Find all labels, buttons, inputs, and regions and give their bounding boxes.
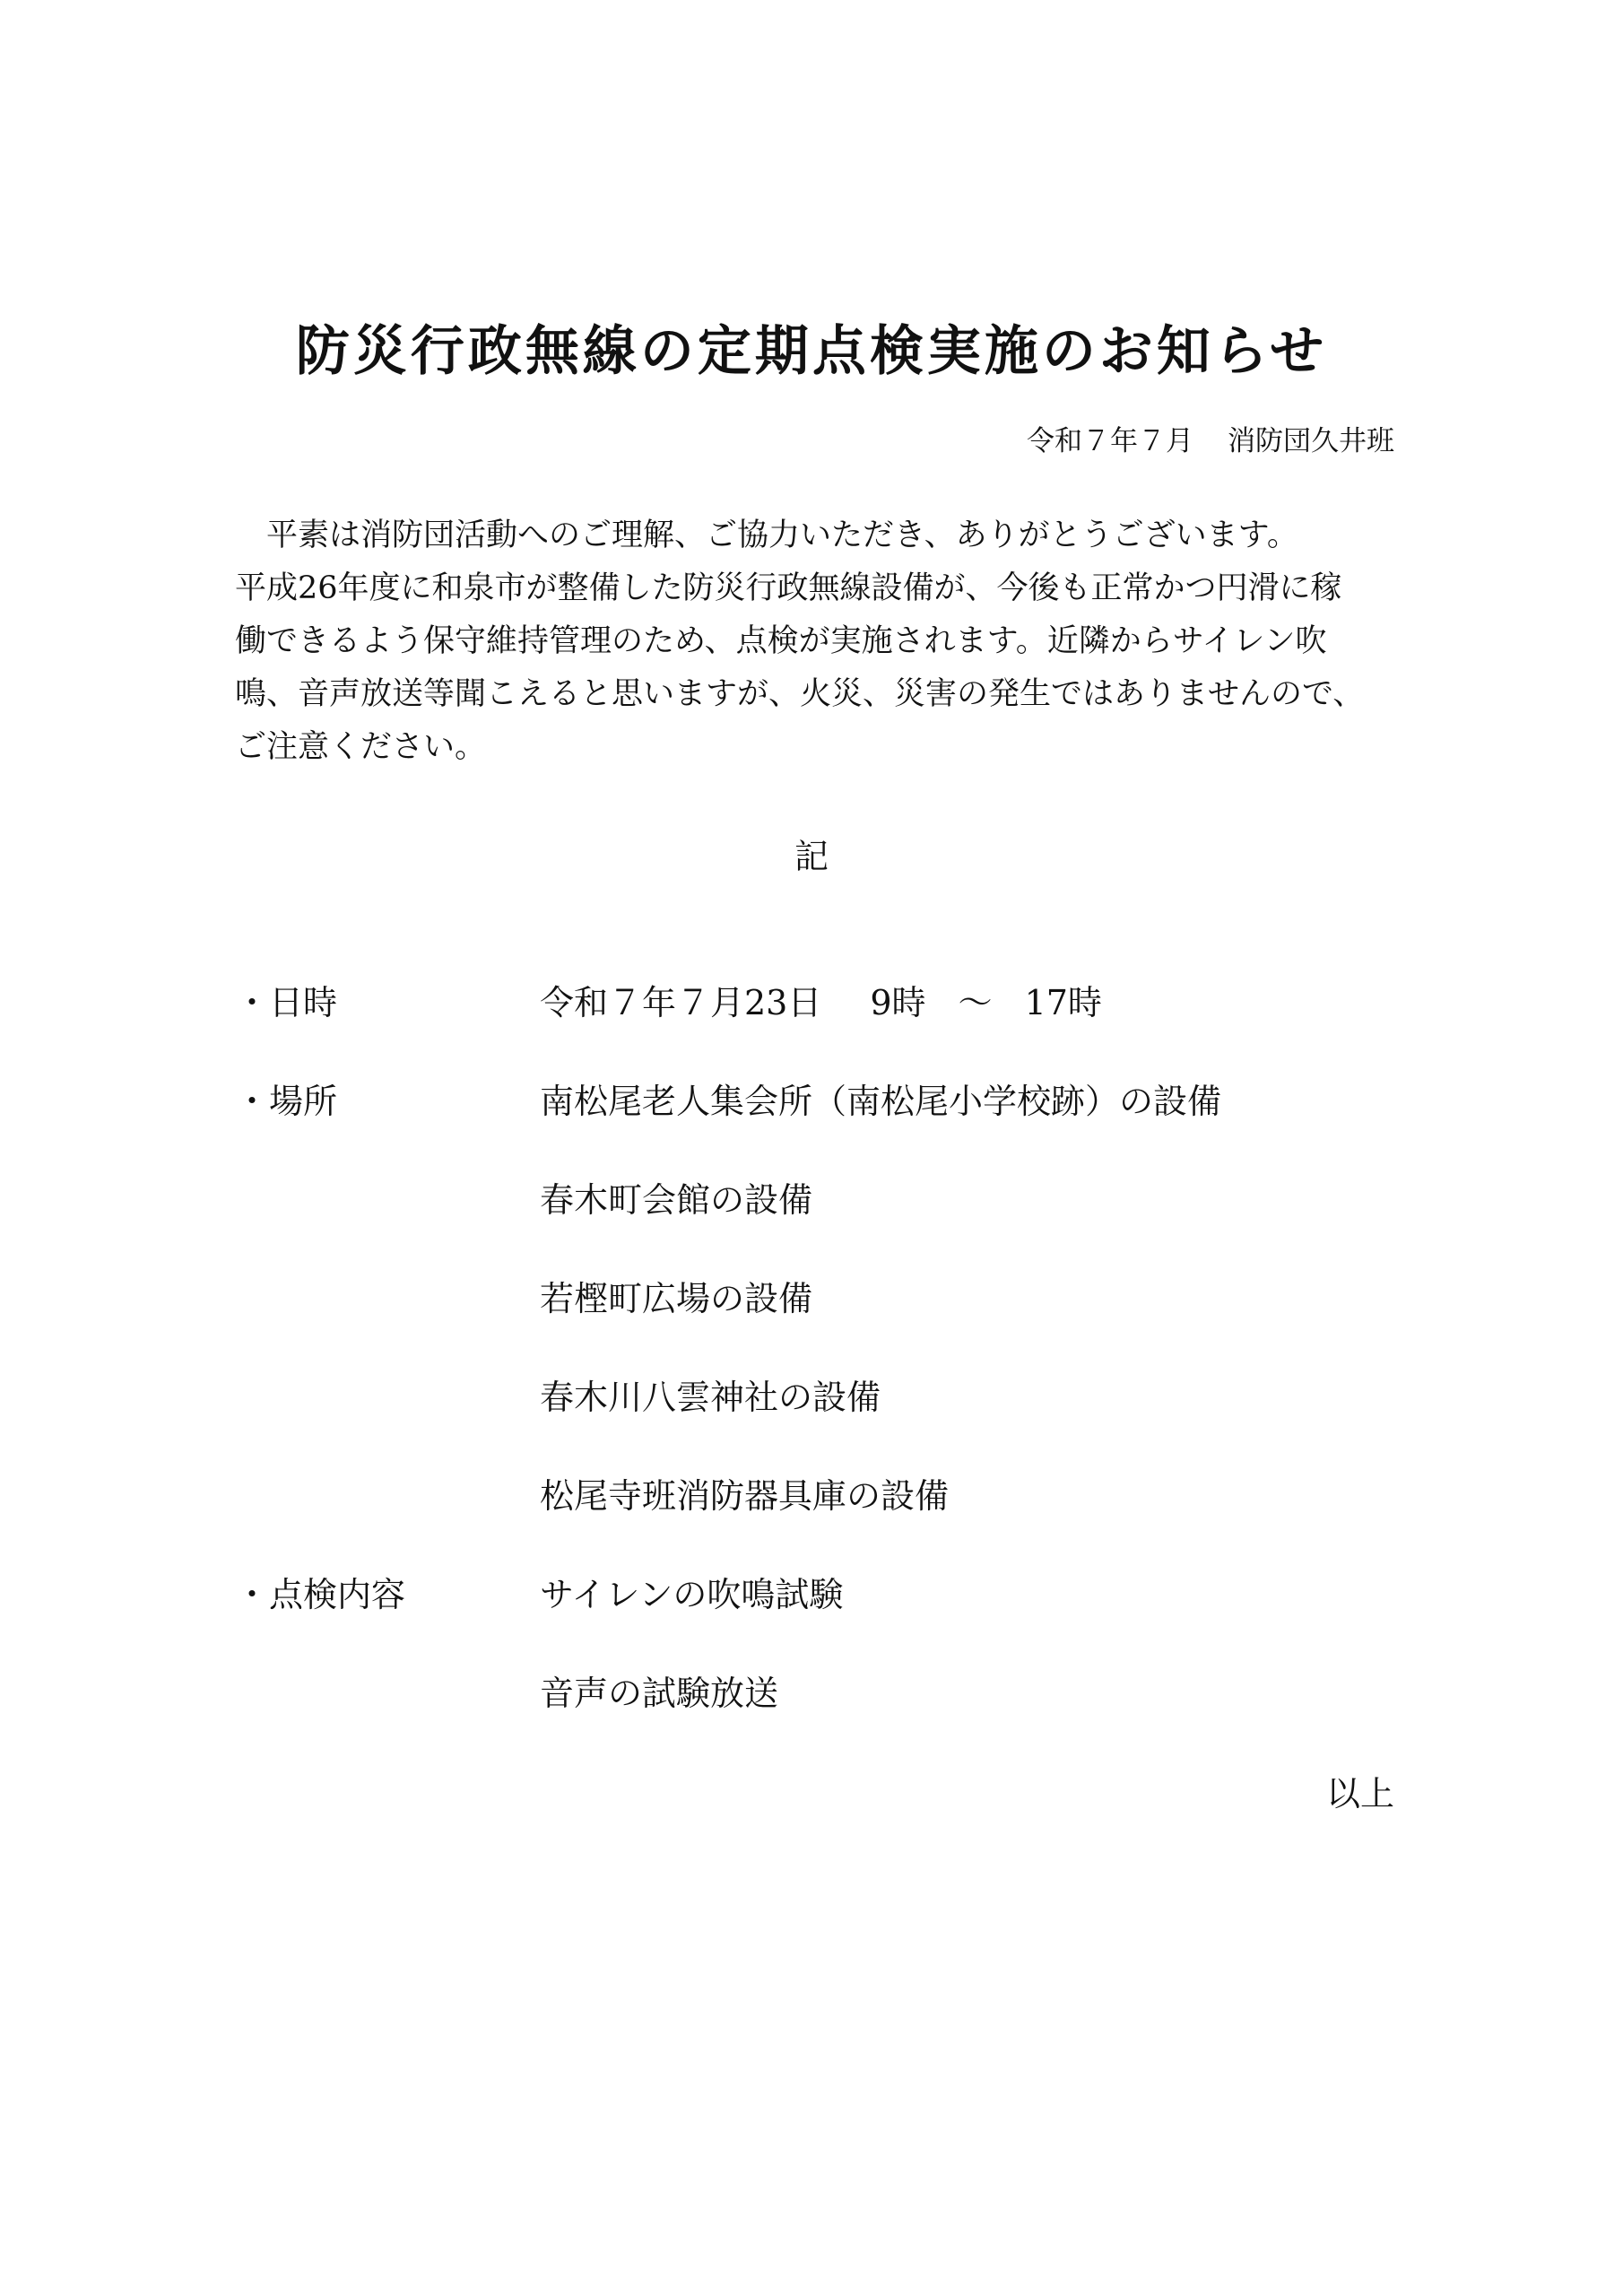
closing-text: 以上 (1325, 1774, 1394, 1813)
location-item: 若樫町広場の設備 (540, 1279, 813, 1318)
datetime-start: 9時 (870, 983, 926, 1022)
body-line: 働できるよう保守維持管理のため、点検が実施されます。近隣からサイレン吹 (235, 623, 1327, 659)
datetime-date: 令和７年７月23日 (540, 983, 822, 1022)
issue-date: 令和７年７月 (1027, 425, 1193, 457)
location-label: ・場所 (235, 1082, 338, 1121)
issuer-name: 消防団久井班 (1228, 425, 1394, 457)
body-line: 鳴、音声放送等聞こえると思いますが、火災、災害の発生ではありませんので、 (235, 676, 1365, 712)
location-item: 春木川八雲神社の設備 (540, 1378, 881, 1417)
datetime-tilde: ～ (958, 983, 993, 1022)
location-item: 南松尾老人集会所（南松尾小学校跡）の設備 (540, 1082, 1222, 1121)
notice-body (235, 509, 1401, 774)
ki-heading: 記 (794, 837, 829, 876)
inspection-item: サイレンの吹鳴試験 (540, 1575, 844, 1614)
datetime-value (540, 978, 1102, 1028)
datetime-label: ・日時 (235, 983, 338, 1022)
issue-line (1027, 422, 1394, 461)
inspection-item: 音声の試験放送 (540, 1674, 779, 1713)
location-item: 春木町会館の設備 (540, 1180, 813, 1220)
body-line: 平素は消防団活動へのご理解、ご協力いただき、ありがとうございます。 (266, 517, 1298, 553)
notice-title: 防災行政無線の定期点検実施のお知らせ (295, 320, 1328, 383)
location-item: 松尾寺班消防器具庫の設備 (540, 1476, 950, 1516)
datetime-end: 17時 (1024, 983, 1102, 1022)
body-line: ご注意ください。 (235, 729, 487, 765)
inspection-label: ・点検内容 (235, 1575, 406, 1614)
body-line: 平成26年度に和泉市が整備した防災行政無線設備が、今後も正常かつ円滑に稼 (235, 570, 1342, 606)
